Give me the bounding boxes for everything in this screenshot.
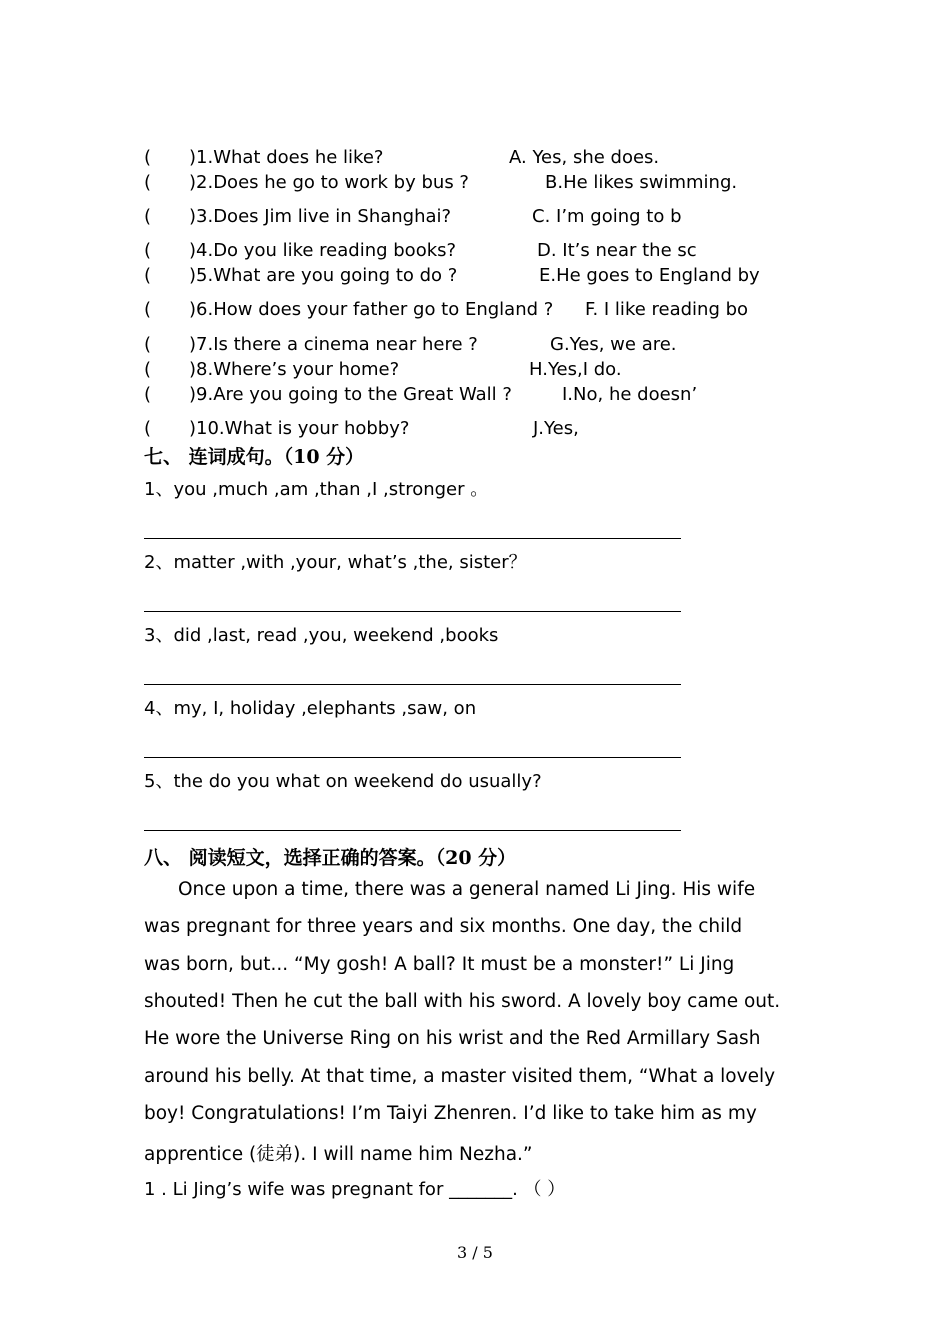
passage-line: boy! Congratulations! I’m Taiyi Zhenren. I’d like to take him as my	[144, 1103, 757, 1124]
passage-line: Once upon a time, there was a general named Li Jing. His wife	[178, 879, 756, 900]
sentence-item-1: 1、you ,much ,am ,than ,I ,stronger 。	[144, 479, 489, 500]
answer-paren: (	[144, 240, 152, 261]
answer-paren: (	[144, 172, 152, 193]
answer-line-4[interactable]	[144, 757, 681, 758]
reading-question-1: 1 . Li Jing’s wife was pregnant for _______. （ ）	[144, 1179, 566, 1200]
answer-option: I.No, he doesn’	[562, 384, 698, 405]
answer-paren: (	[144, 418, 152, 439]
answer-option: A. Yes, she does.	[509, 147, 660, 168]
section-8-heading: 八、 阅读短文，选择正确的答案。（20 分）	[144, 847, 517, 869]
sentence-item-5: 5、the do you what on weekend do usually?	[144, 771, 542, 792]
question-text: )7.Is there a cinema near here ?	[189, 334, 478, 355]
question-text: )3.Does Jim live in Shanghai?	[189, 206, 452, 227]
passage-line: was born, but... “My gosh! A ball? It must be a monster!” Li Jing	[144, 954, 735, 975]
question-text: )2.Does he go to work by bus ?	[189, 172, 469, 193]
answer-line-2[interactable]	[144, 611, 681, 612]
answer-line-3[interactable]	[144, 684, 681, 685]
answer-paren: (	[144, 334, 152, 355]
question-text: )8.Where’s your home?	[189, 359, 400, 380]
question-text: )9.Are you going to the Great Wall ?	[189, 384, 512, 405]
answer-paren: (	[144, 265, 152, 286]
sentence-item-2: 2、matter ,with ,your, what’s ,the, sister？	[144, 552, 527, 573]
answer-paren: (	[144, 384, 152, 405]
answer-option: F. I like reading bo	[585, 299, 749, 320]
answer-paren: (	[144, 299, 152, 320]
question-text: )6.How does your father go to England ?	[189, 299, 554, 320]
sentence-item-3: 3、did ,last, read ,you, weekend ,books	[144, 625, 499, 646]
answer-option: E.He goes to England by	[539, 265, 760, 286]
passage-line: was pregnant for three years and six months. One day, the child	[144, 916, 743, 937]
answer-paren: (	[144, 147, 152, 168]
answer-line-1[interactable]	[144, 538, 681, 539]
passage-line: around his belly. At that time, a master visited them, “What a lovely	[144, 1066, 776, 1087]
answer-option: G.Yes, we are.	[550, 334, 677, 355]
answer-line-5[interactable]	[144, 830, 681, 831]
answer-option: J.Yes,	[533, 418, 579, 439]
section-7-heading: 七、 连词成句。（10 分）	[144, 446, 365, 468]
page-number: 3 / 5	[457, 1243, 493, 1262]
passage-line: shouted! Then he cut the ball with his sword. A lovely boy came out.	[144, 991, 781, 1012]
question-text: )5.What are you going to do ?	[189, 265, 458, 286]
answer-option: B.He likes swimming.	[545, 172, 738, 193]
answer-paren: (	[144, 359, 152, 380]
sentence-item-4: 4、my, I, holiday ,elephants ,saw, on	[144, 698, 477, 719]
answer-paren: (	[144, 206, 152, 227]
passage-line: apprentice (徒弟). I will name him Nezha.”	[144, 1144, 533, 1165]
question-text: )10.What is your hobby?	[189, 418, 410, 439]
answer-option: C. I’m going to b	[532, 206, 682, 227]
question-text: )1.What does he like?	[189, 147, 384, 168]
passage-line: He wore the Universe Ring on his wrist and the Red Armillary Sash	[144, 1028, 761, 1049]
answer-option: H.Yes,I do.	[529, 359, 622, 380]
answer-option: D. It’s near the sc	[537, 240, 697, 261]
question-text: )4.Do you like reading books?	[189, 240, 457, 261]
